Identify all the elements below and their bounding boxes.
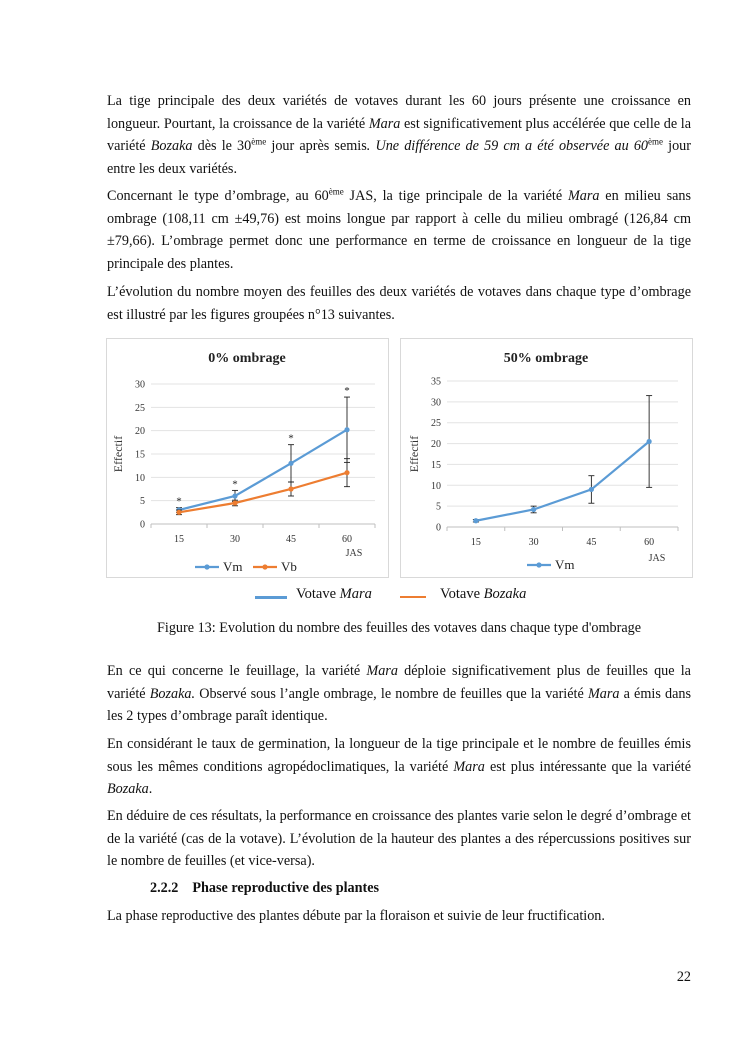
legend-marker-vm bbox=[536, 562, 541, 567]
series-line-vm bbox=[476, 441, 649, 520]
y-tick-label: 35 bbox=[431, 376, 441, 388]
y-tick-label: 5 bbox=[140, 496, 145, 508]
y-tick-label: 10 bbox=[135, 472, 145, 484]
x-tick-label: 45 bbox=[286, 534, 296, 545]
y-tick-label: 15 bbox=[135, 449, 145, 461]
page-number: 22 bbox=[676, 969, 691, 985]
significance-mark: * bbox=[344, 385, 350, 398]
x-tick-label: 30 bbox=[230, 534, 240, 545]
data-point-vm bbox=[473, 518, 478, 523]
significance-mark: * bbox=[232, 478, 238, 491]
chart-50-ombrage bbox=[400, 338, 693, 578]
paragraph-6: En déduire de ces résultats, la performance en croissance des plantes varie selon le degré d’ombrage et de la variété (cas de la votave). L’évolution de la hauteur des plantes a des répercussions positives sur le nombre de feuilles (et vice-versa). bbox=[107, 808, 691, 870]
y-tick-label: 20 bbox=[431, 439, 441, 451]
legend-label-vm: Vm bbox=[555, 557, 575, 572]
x-tick-label: 15 bbox=[174, 534, 184, 545]
data-point-vm bbox=[647, 439, 652, 444]
x-tick-label: 30 bbox=[528, 537, 539, 548]
paragraph-7: La phase reproductive des plantes débute par la floraison et suivie de leur fructification. bbox=[107, 908, 605, 924]
x-axis-label: JAS bbox=[345, 548, 363, 559]
legend-label-vm: Vm bbox=[223, 559, 243, 574]
chart-0-ombrage bbox=[106, 338, 389, 578]
legend-marker-vm bbox=[204, 564, 209, 569]
y-axis-label: Effectif bbox=[407, 435, 421, 473]
chart-title: 0% ombrage bbox=[208, 351, 286, 366]
data-point-vm bbox=[232, 493, 237, 498]
data-point-vm bbox=[531, 507, 536, 512]
data-point-vb bbox=[288, 486, 293, 491]
y-tick-label: 10 bbox=[431, 480, 441, 492]
x-axis-label: JAS bbox=[648, 553, 666, 564]
legend-marker-vb bbox=[262, 564, 267, 569]
series-line-vm bbox=[179, 430, 347, 510]
data-point-vb bbox=[176, 510, 181, 515]
y-tick-label: 5 bbox=[436, 501, 441, 513]
legend-mara-label: Votave Mara bbox=[296, 586, 372, 602]
y-tick-label: 30 bbox=[135, 379, 145, 391]
figure-caption: Figure 13: Evolution du nombre des feuilles des votaves dans chaque type d'ombrage bbox=[156, 620, 642, 636]
significance-mark: * bbox=[176, 495, 182, 508]
chart-title: 50% ombrage bbox=[503, 351, 589, 366]
legend-label-vb: Vb bbox=[281, 559, 297, 574]
y-axis-label: Effectif bbox=[111, 435, 125, 473]
y-tick-label: 25 bbox=[431, 418, 441, 430]
data-point-vm bbox=[589, 487, 594, 492]
paragraph-4: En ce qui concerne le feuillage, la variété Mara déploie significativement plus de feuilles que la variété Bozaka. Observé sous l’angle ombrage, le nombre de feuilles que la variété Mara a émis dans les 2 types d’ombrage paraît identique. bbox=[107, 663, 692, 725]
paragraph-5: En considérant le taux de germination, la longueur de la tige principale et le nombre de feuilles émis sous les mêmes conditions agropédoclimatiques, la variété Mara est plus intéressante que la variété Bozaka. bbox=[107, 736, 692, 798]
y-tick-label: 0 bbox=[436, 522, 441, 534]
section-heading: 2.2.2 Phase reproductive des plantes bbox=[150, 880, 380, 896]
y-tick-label: 25 bbox=[135, 402, 145, 414]
paragraph-3: L’évolution du nombre moyen des feuilles des deux variétés de votaves dans chaque type d’ombrage est illustré par les figures groupées n°13 suivantes. bbox=[107, 284, 691, 323]
y-tick-label: 15 bbox=[431, 459, 441, 471]
x-tick-label: 45 bbox=[586, 537, 597, 548]
x-tick-label: 60 bbox=[644, 537, 655, 548]
x-tick-label: 60 bbox=[342, 534, 352, 545]
significance-mark: * bbox=[288, 432, 294, 445]
data-point-vm bbox=[344, 427, 349, 432]
data-point-vb bbox=[232, 500, 237, 505]
legend-bozaka-label: Votave Bozaka bbox=[440, 586, 527, 602]
legend-bozaka-line bbox=[400, 596, 426, 598]
legend-mara-line bbox=[255, 596, 287, 599]
y-tick-label: 0 bbox=[140, 519, 145, 531]
paragraph-2: Concernant le type d’ombrage, au 60ème JAS, la tige principale de la variété Mara en milieu sans ombrage (108,11 cm ±49,76) est moins longue par rapport à celle du milieu ombragé (126,84 cm ±79,66). L’ombrage permet donc une performance en terme de croissance en longueur de la tige principale des plantes. bbox=[107, 186, 691, 272]
data-point-vm bbox=[288, 461, 293, 466]
paragraph-1: La tige principale des deux variétés de votaves durant les 60 jours présente une croissance en longueur. Pourtant, la croissance de la variété Mara est significativement plus accélérée que celle de la variété Bozaka dès le 30ème jour après semis. Une différence de 59 cm a été observée au 60ème jour entre les deux variétés. bbox=[107, 93, 692, 177]
y-tick-label: 20 bbox=[135, 426, 145, 438]
x-tick-label: 15 bbox=[470, 537, 481, 548]
chart-0-svg bbox=[107, 339, 388, 577]
chart-50-svg bbox=[401, 339, 692, 577]
data-point-vb bbox=[344, 470, 349, 475]
y-tick-label: 30 bbox=[431, 397, 441, 409]
